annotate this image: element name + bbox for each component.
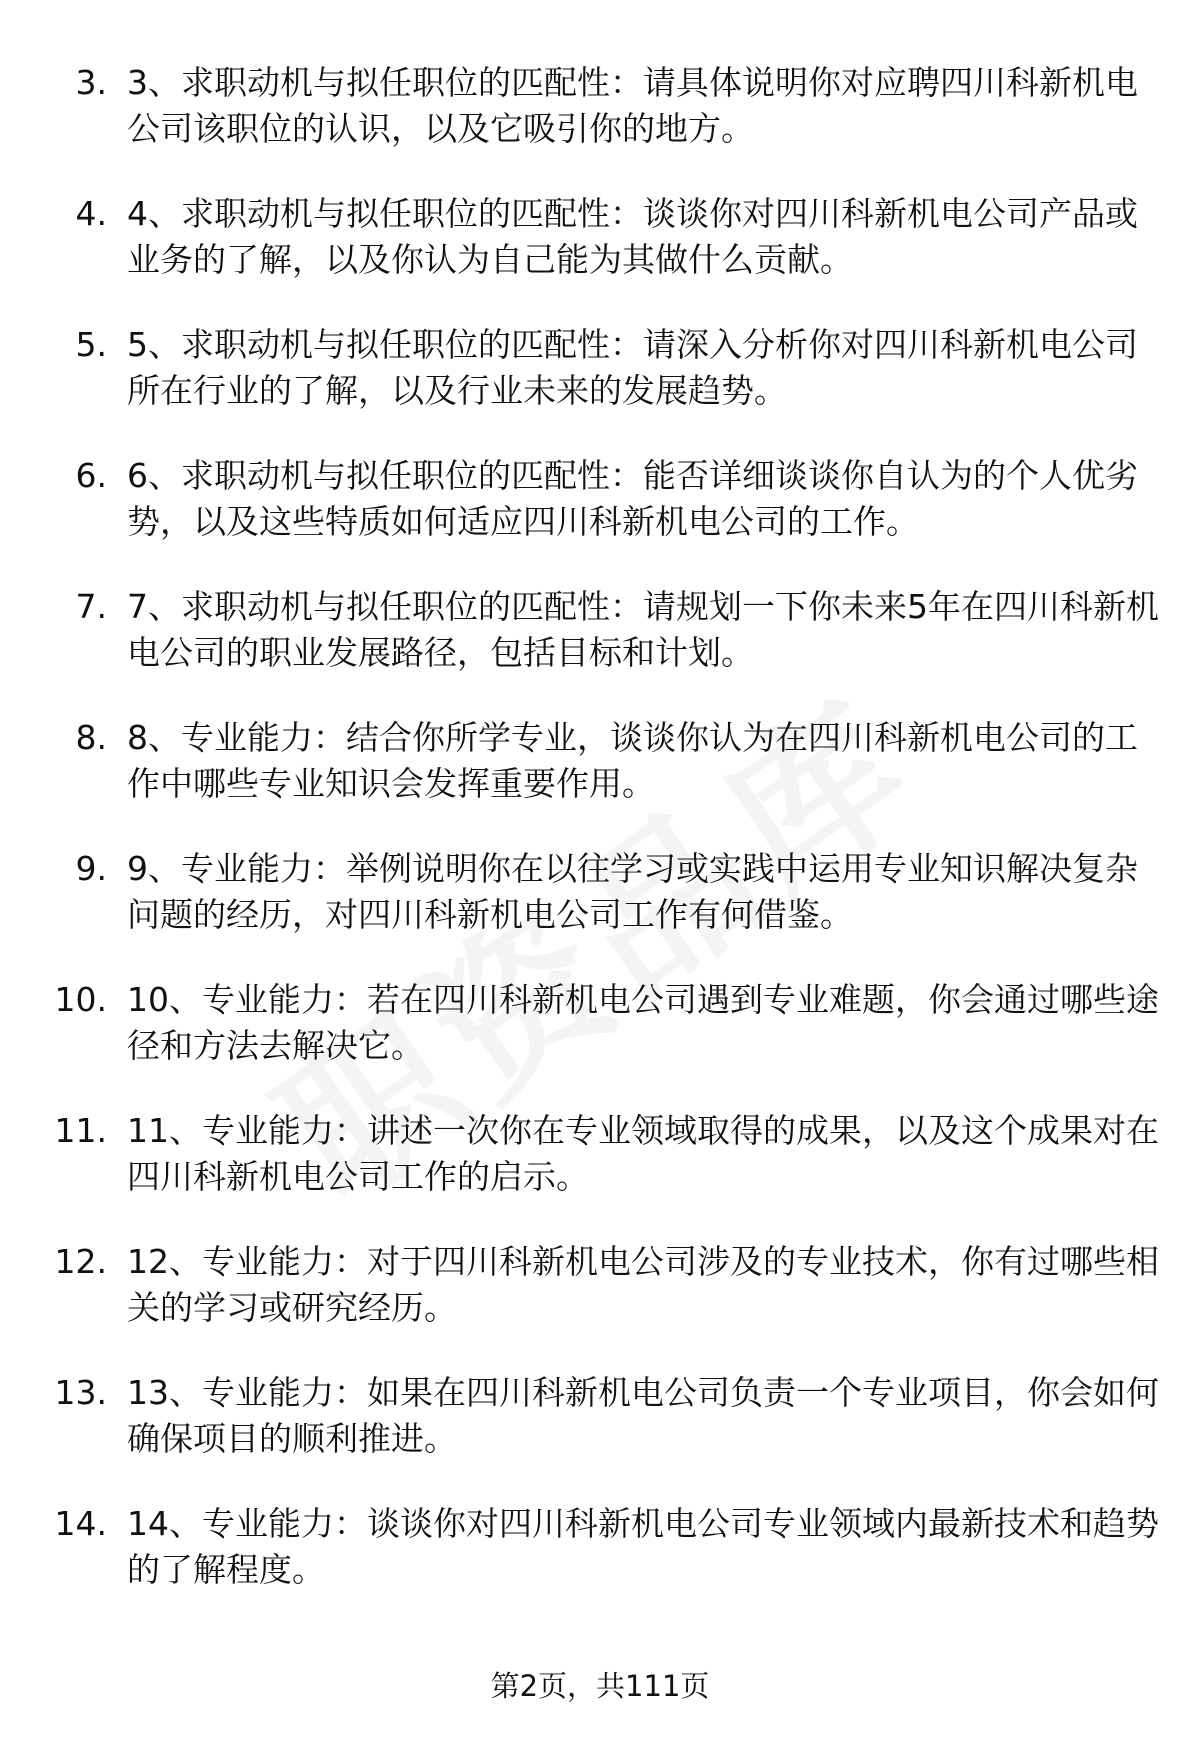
question-text: 6、求职动机与拟任职位的匹配性：能否详细谈谈你自认为的个人优劣势，以及这些特质如何适应四川科新机电公司的工作。	[127, 456, 1138, 541]
question-text: 5、求职动机与拟任职位的匹配性：请深入分析你对四川科新机电公司所在行业的了解，以及行业未来的发展趋势。	[127, 325, 1138, 410]
question-number: 4.	[75, 194, 107, 233]
question-list	[0, 60, 1200, 1632]
question-number: 5.	[75, 325, 107, 364]
list-item	[0, 453, 1200, 584]
question-number: 11.	[54, 1111, 107, 1150]
question-number: 7.	[75, 587, 107, 626]
list-item	[0, 60, 1200, 191]
list-item	[0, 977, 1200, 1108]
question-text: 8、专业能力：结合你所学专业，谈谈你认为在四川科新机电公司的工作中哪些专业知识会发挥重要作用。	[127, 718, 1138, 803]
question-number: 13.	[54, 1373, 107, 1412]
question-text: 3、求职动机与拟任职位的匹配性：请具体说明你对应聘四川科新机电公司该职位的认识，以及它吸引你的地方。	[127, 63, 1138, 148]
page-footer: 第2页，共111页	[490, 1669, 710, 1703]
question-text: 11、专业能力：讲述一次你在专业领域取得的成果，以及这个成果对在四川科新机电公司工作的启示。	[127, 1111, 1159, 1196]
question-text: 7、求职动机与拟任职位的匹配性：请规划一下你未来5年在四川科新机电公司的职业发展路径，包括目标和计划。	[127, 587, 1159, 672]
question-number: 14.	[54, 1504, 107, 1543]
question-number: 10.	[54, 980, 107, 1019]
question-text: 12、专业能力：对于四川科新机电公司涉及的专业技术，你有过哪些相关的学习或研究经历。	[127, 1242, 1159, 1327]
question-text: 14、专业能力：谈谈你对四川科新机电公司专业领域内最新技术和趋势的了解程度。	[127, 1504, 1159, 1589]
list-item	[0, 1239, 1200, 1370]
question-number: 8.	[75, 718, 107, 757]
list-item	[0, 1370, 1200, 1501]
question-number: 6.	[75, 456, 107, 495]
list-item	[0, 846, 1200, 977]
question-text: 13、专业能力：如果在四川科新机电公司负责一个专业项目，你会如何确保项目的顺利推进。	[127, 1373, 1159, 1458]
list-item	[0, 715, 1200, 846]
question-number: 9.	[75, 849, 107, 888]
list-item	[0, 1501, 1200, 1632]
question-text: 9、专业能力：举例说明你在以往学习或实践中运用专业知识解决复杂问题的经历，对四川科新机电公司工作有何借鉴。	[127, 849, 1138, 934]
question-number: 12.	[54, 1242, 107, 1281]
question-text: 4、求职动机与拟任职位的匹配性：谈谈你对四川科新机电公司产品或业务的了解，以及你认为自己能为其做什么贡献。	[127, 194, 1138, 279]
list-item	[0, 584, 1200, 715]
list-item	[0, 191, 1200, 322]
question-number: 3.	[75, 63, 107, 102]
list-item	[0, 322, 1200, 453]
question-text: 10、专业能力：若在四川科新机电公司遇到专业难题，你会通过哪些途径和方法去解决它。	[127, 980, 1159, 1065]
list-item	[0, 1108, 1200, 1239]
